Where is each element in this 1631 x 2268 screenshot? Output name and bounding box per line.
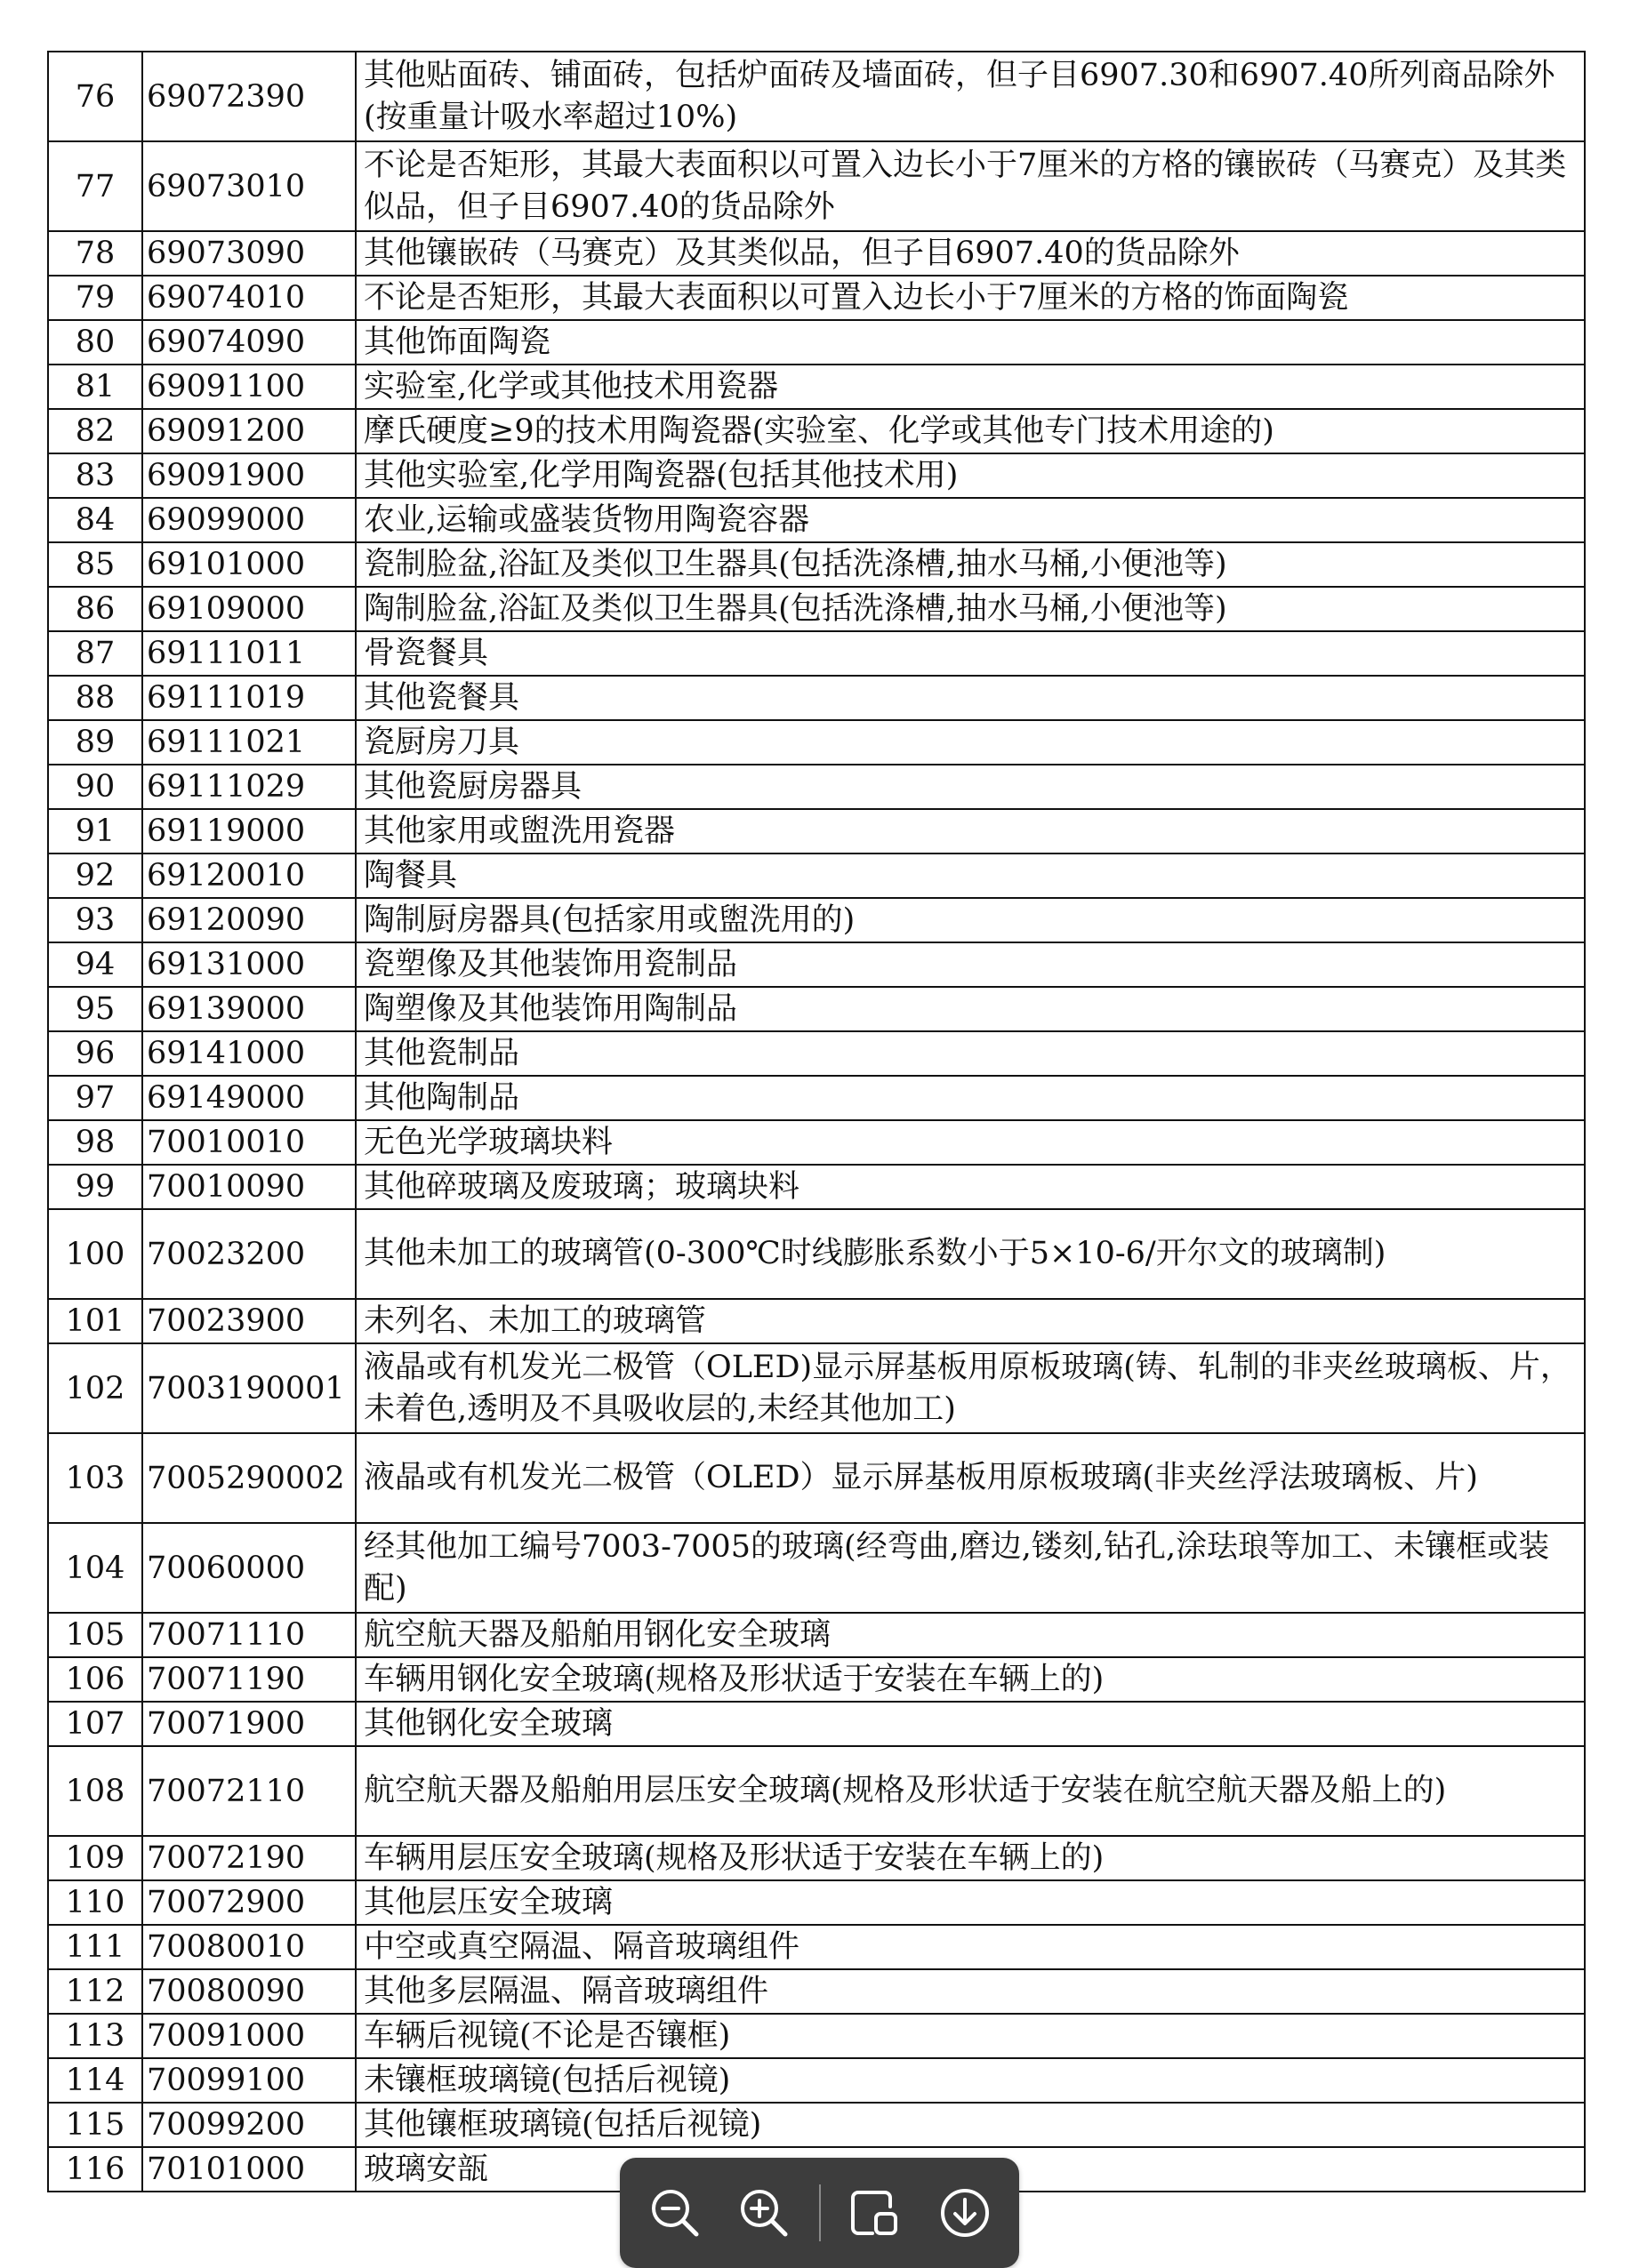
row-number-cell: 89 bbox=[48, 720, 142, 765]
table-row bbox=[48, 587, 1585, 631]
table-row bbox=[48, 1969, 1585, 2014]
commodity-description-cell: 陶制脸盆,浴缸及类似卫生器具(包括洗涤槽,抽水马桶,小便池等) bbox=[356, 587, 1585, 631]
row-number-cell: 79 bbox=[48, 276, 142, 320]
table-row bbox=[48, 320, 1585, 365]
commodity-code-cell: 70060000 bbox=[142, 1523, 356, 1613]
table-row bbox=[48, 1031, 1585, 1076]
row-number-cell: 95 bbox=[48, 987, 142, 1031]
table-row bbox=[48, 765, 1585, 809]
row-number-cell: 93 bbox=[48, 898, 142, 942]
commodity-description-cell: 其他家用或盥洗用瓷器 bbox=[356, 809, 1585, 854]
commodity-code-cell: 69073010 bbox=[142, 141, 356, 231]
row-number-cell: 76 bbox=[48, 52, 142, 141]
zoom-in-icon bbox=[735, 2184, 793, 2242]
commodity-code-cell: 69111011 bbox=[142, 631, 356, 676]
commodity-code-cell: 69099000 bbox=[142, 498, 356, 542]
commodity-description-cell: 其他饰面陶瓷 bbox=[356, 320, 1585, 365]
commodity-code-cell: 70099100 bbox=[142, 2058, 356, 2103]
commodity-description-cell: 其他陶制品 bbox=[356, 1076, 1585, 1120]
row-number-cell: 112 bbox=[48, 1969, 142, 2014]
row-number-cell: 84 bbox=[48, 498, 142, 542]
commodity-code-cell: 70091000 bbox=[142, 2014, 356, 2058]
row-number-cell: 98 bbox=[48, 1120, 142, 1165]
commodity-code-cell: 69131000 bbox=[142, 942, 356, 987]
commodity-description-cell: 其他瓷制品 bbox=[356, 1031, 1585, 1076]
row-number-cell: 83 bbox=[48, 453, 142, 498]
commodity-code-cell: 69091200 bbox=[142, 409, 356, 453]
commodity-description-cell: 航空航天器及船舶用层压安全玻璃(规格及形状适于安装在航空航天器及船上的) bbox=[356, 1746, 1585, 1836]
row-number-cell: 104 bbox=[48, 1523, 142, 1613]
commodity-code-cell: 69149000 bbox=[142, 1076, 356, 1120]
commodity-description-cell: 无色光学玻璃块料 bbox=[356, 1120, 1585, 1165]
row-number-cell: 94 bbox=[48, 942, 142, 987]
table-row bbox=[48, 2058, 1585, 2103]
commodity-code-cell: 7003190001 bbox=[142, 1343, 356, 1433]
commodity-code-cell: 70023900 bbox=[142, 1299, 356, 1343]
table-row bbox=[48, 141, 1585, 231]
commodity-code-cell: 70099200 bbox=[142, 2103, 356, 2147]
row-number-cell: 91 bbox=[48, 809, 142, 854]
table-row bbox=[48, 1613, 1585, 1657]
row-number-cell: 85 bbox=[48, 542, 142, 587]
row-number-cell: 103 bbox=[48, 1433, 142, 1523]
commodity-description-cell: 其他镶框玻璃镜(包括后视镜) bbox=[356, 2103, 1585, 2147]
table-row bbox=[48, 542, 1585, 587]
commodity-description-cell: 未镶框玻璃镜(包括后视镜) bbox=[356, 2058, 1585, 2103]
row-number-cell: 113 bbox=[48, 2014, 142, 2058]
commodity-description-cell: 中空或真空隔温、隔音玻璃组件 bbox=[356, 1925, 1585, 1969]
commodity-code-cell: 70101000 bbox=[142, 2147, 356, 2192]
commodity-description-cell: 陶餐具 bbox=[356, 854, 1585, 898]
commodity-code-cell: 69074010 bbox=[142, 276, 356, 320]
row-number-cell: 99 bbox=[48, 1165, 142, 1209]
commodity-code-cell: 69111019 bbox=[142, 676, 356, 720]
table-row bbox=[48, 453, 1585, 498]
table-row bbox=[48, 1925, 1585, 1969]
commodity-description-cell: 液晶或有机发光二极管（OLED）显示屏基板用原板玻璃(非夹丝浮法玻璃板、片) bbox=[356, 1433, 1585, 1523]
download-icon bbox=[936, 2184, 994, 2242]
commodity-code-cell: 70071110 bbox=[142, 1613, 356, 1657]
row-number-cell: 114 bbox=[48, 2058, 142, 2103]
commodity-description-cell: 陶塑像及其他装饰用陶制品 bbox=[356, 987, 1585, 1031]
commodity-code-cell: 70071190 bbox=[142, 1657, 356, 1702]
table-row bbox=[48, 1880, 1585, 1925]
table-row bbox=[48, 631, 1585, 676]
commodity-code-cell: 70072190 bbox=[142, 1836, 356, 1880]
table-row bbox=[48, 1657, 1585, 1702]
row-number-cell: 102 bbox=[48, 1343, 142, 1433]
commodity-code-cell: 7005290002 bbox=[142, 1433, 356, 1523]
row-number-cell: 111 bbox=[48, 1925, 142, 1969]
commodity-code-cell: 69091900 bbox=[142, 453, 356, 498]
table-row bbox=[48, 676, 1585, 720]
commodity-description-cell: 经其他加工编号7003-7005的玻璃(经弯曲,磨边,镂刻,钻孔,涂珐琅等加工、未镶框或装配) bbox=[356, 1523, 1585, 1613]
zoom-out-button[interactable] bbox=[640, 2178, 710, 2248]
commodity-description-cell: 瓷制脸盆,浴缸及类似卫生器具(包括洗涤槽,抽水马桶,小便池等) bbox=[356, 542, 1585, 587]
commodity-code-cell: 70010090 bbox=[142, 1165, 356, 1209]
table-row bbox=[48, 1343, 1585, 1433]
commodity-code-cell: 69072390 bbox=[142, 52, 356, 141]
row-number-cell: 87 bbox=[48, 631, 142, 676]
table-row bbox=[48, 987, 1585, 1031]
table-row bbox=[48, 1299, 1585, 1343]
commodity-description-cell: 其他贴面砖、铺面砖，包括炉面砖及墙面砖，但子目6907.30和6907.40所列商品除外(按重量计吸水率超过10%) bbox=[356, 52, 1585, 141]
commodity-code-cell: 69141000 bbox=[142, 1031, 356, 1076]
commodity-description-cell: 未列名、未加工的玻璃管 bbox=[356, 1299, 1585, 1343]
commodity-description-cell: 不论是否矩形，其最大表面积以可置入边长小于7厘米的方格的镶嵌砖（马赛克）及其类似品，但子目6907.40的货品除外 bbox=[356, 141, 1585, 231]
table-row bbox=[48, 1523, 1585, 1613]
commodity-description-cell: 陶制厨房器具(包括家用或盥洗用的) bbox=[356, 898, 1585, 942]
commodity-description-cell: 其他层压安全玻璃 bbox=[356, 1880, 1585, 1925]
row-number-cell: 77 bbox=[48, 141, 142, 231]
commodity-description-cell: 车辆用钢化安全玻璃(规格及形状适于安装在车辆上的) bbox=[356, 1657, 1585, 1702]
row-number-cell: 82 bbox=[48, 409, 142, 453]
commodity-description-cell: 瓷塑像及其他装饰用瓷制品 bbox=[356, 942, 1585, 987]
commodity-description-cell: 骨瓷餐具 bbox=[356, 631, 1585, 676]
table-row bbox=[48, 1120, 1585, 1165]
commodity-code-cell: 69139000 bbox=[142, 987, 356, 1031]
commodity-description-cell: 不论是否矩形，其最大表面积以可置入边长小于7厘米的方格的饰面陶瓷 bbox=[356, 276, 1585, 320]
row-number-cell: 105 bbox=[48, 1613, 142, 1657]
row-number-cell: 107 bbox=[48, 1702, 142, 1746]
commodity-description-cell: 其他瓷餐具 bbox=[356, 676, 1585, 720]
table-row bbox=[48, 231, 1585, 276]
commodity-description-cell: 其他多层隔温、隔音玻璃组件 bbox=[356, 1969, 1585, 2014]
commodity-code-cell: 69120090 bbox=[142, 898, 356, 942]
commodity-description-cell: 玻璃安瓿 bbox=[356, 2147, 1585, 2192]
commodity-code-cell: 70080010 bbox=[142, 1925, 356, 1969]
row-number-cell: 106 bbox=[48, 1657, 142, 1702]
row-number-cell: 86 bbox=[48, 587, 142, 631]
row-number-cell: 116 bbox=[48, 2147, 142, 2192]
table-row bbox=[48, 52, 1585, 141]
commodity-code-cell: 69073090 bbox=[142, 231, 356, 276]
commodity-description-cell: 航空航天器及船舶用钢化安全玻璃 bbox=[356, 1613, 1585, 1657]
table-row bbox=[48, 409, 1585, 453]
rotate-page-button[interactable] bbox=[840, 2178, 910, 2248]
row-number-cell: 97 bbox=[48, 1076, 142, 1120]
commodity-description-cell: 车辆用层压安全玻璃(规格及形状适于安装在车辆上的) bbox=[356, 1836, 1585, 1880]
table-row bbox=[48, 1836, 1585, 1880]
commodity-description-cell: 摩氏硬度≥9的技术用陶瓷器(实验室、化学或其他专门技术用途的) bbox=[356, 409, 1585, 453]
commodity-code-cell: 70010010 bbox=[142, 1120, 356, 1165]
commodity-code-cell: 69111021 bbox=[142, 720, 356, 765]
commodity-code-cell: 69091100 bbox=[142, 365, 356, 409]
toolbar-separator bbox=[819, 2184, 821, 2241]
commodity-code-cell: 70072900 bbox=[142, 1880, 356, 1925]
table-row bbox=[48, 276, 1585, 320]
commodity-description-cell: 其他实验室,化学用陶瓷器(包括其他技术用) bbox=[356, 453, 1585, 498]
row-number-cell: 88 bbox=[48, 676, 142, 720]
table-row bbox=[48, 1433, 1585, 1523]
row-number-cell: 100 bbox=[48, 1209, 142, 1299]
table-row bbox=[48, 365, 1585, 409]
row-number-cell: 81 bbox=[48, 365, 142, 409]
commodity-description-cell: 实验室,化学或其他技术用瓷器 bbox=[356, 365, 1585, 409]
commodity-description-cell: 瓷厨房刀具 bbox=[356, 720, 1585, 765]
commodity-code-cell: 69074090 bbox=[142, 320, 356, 365]
commodity-description-cell: 其他碎玻璃及废玻璃；玻璃块料 bbox=[356, 1165, 1585, 1209]
table-row bbox=[48, 2103, 1585, 2147]
table-row bbox=[48, 2014, 1585, 2058]
commodity-code-cell: 70080090 bbox=[142, 1969, 356, 2014]
rotate-page-icon bbox=[846, 2184, 904, 2242]
commodity-code-cell: 70072110 bbox=[142, 1746, 356, 1836]
row-number-cell: 90 bbox=[48, 765, 142, 809]
table-row bbox=[48, 898, 1585, 942]
table-row bbox=[48, 1076, 1585, 1120]
row-number-cell: 115 bbox=[48, 2103, 142, 2147]
tariff-table bbox=[47, 51, 1586, 2192]
commodity-description-cell: 农业,运输或盛装货物用陶瓷容器 bbox=[356, 498, 1585, 542]
commodity-description-cell: 其他钢化安全玻璃 bbox=[356, 1702, 1585, 1746]
commodity-description-cell: 其他未加工的玻璃管(0-300℃时线膨胀系数小于5×10-6/开尔文的玻璃制) bbox=[356, 1209, 1585, 1299]
download-button[interactable] bbox=[930, 2178, 1000, 2248]
row-number-cell: 110 bbox=[48, 1880, 142, 1925]
table-row bbox=[48, 942, 1585, 987]
zoom-out-icon bbox=[646, 2184, 704, 2242]
table-row bbox=[48, 498, 1585, 542]
pdf-viewer-toolbar bbox=[620, 2158, 1019, 2268]
commodity-code-cell: 69120010 bbox=[142, 854, 356, 898]
table-row bbox=[48, 854, 1585, 898]
table-row bbox=[48, 720, 1585, 765]
commodity-code-cell: 70071900 bbox=[142, 1702, 356, 1746]
commodity-description-cell: 液晶或有机发光二极管（OLED)显示屏基板用原板玻璃(铸、轧制的非夹丝玻璃板、片，未着色,透明及不具吸收层的,未经其他加工) bbox=[356, 1343, 1585, 1433]
commodity-code-cell: 69111029 bbox=[142, 765, 356, 809]
commodity-description-cell: 车辆后视镜(不论是否镶框) bbox=[356, 2014, 1585, 2058]
commodity-code-cell: 69101000 bbox=[142, 542, 356, 587]
row-number-cell: 80 bbox=[48, 320, 142, 365]
table-row bbox=[48, 1165, 1585, 1209]
commodity-description-cell: 其他镶嵌砖（马赛克）及其类似品，但子目6907.40的货品除外 bbox=[356, 231, 1585, 276]
table-row bbox=[48, 1746, 1585, 1836]
row-number-cell: 78 bbox=[48, 231, 142, 276]
table-row bbox=[48, 1702, 1585, 1746]
zoom-in-button[interactable] bbox=[729, 2178, 799, 2248]
commodity-description-cell: 其他瓷厨房器具 bbox=[356, 765, 1585, 809]
row-number-cell: 92 bbox=[48, 854, 142, 898]
row-number-cell: 109 bbox=[48, 1836, 142, 1880]
table-row bbox=[48, 809, 1585, 854]
table-row bbox=[48, 1209, 1585, 1299]
commodity-code-cell: 69109000 bbox=[142, 587, 356, 631]
commodity-code-cell: 69119000 bbox=[142, 809, 356, 854]
commodity-code-cell: 70023200 bbox=[142, 1209, 356, 1299]
table-body bbox=[48, 52, 1585, 2192]
row-number-cell: 108 bbox=[48, 1746, 142, 1836]
row-number-cell: 96 bbox=[48, 1031, 142, 1076]
row-number-cell: 101 bbox=[48, 1299, 142, 1343]
